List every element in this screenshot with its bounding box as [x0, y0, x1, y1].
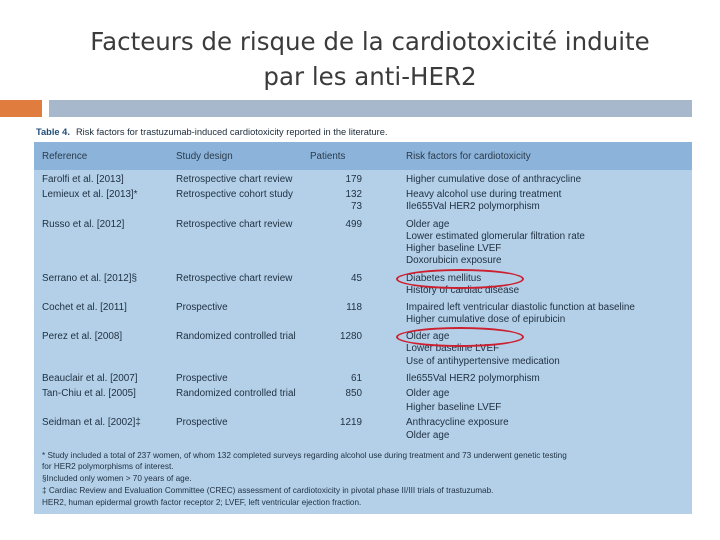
row-risk-factor: Older age: [406, 388, 450, 399]
row-patients: 61: [351, 373, 362, 384]
accent-bar-blue: [49, 100, 692, 117]
row-patients: 179: [345, 174, 362, 185]
row-study-design: Prospective: [176, 373, 228, 384]
row-risk-factor: Older age: [406, 430, 450, 441]
row-reference: Russo et al. [2012]: [42, 219, 125, 230]
table-footnote: HER2, human epidermal growth factor receptor 2; LVEF, left ventricular ejection fraction.: [42, 498, 362, 507]
row-risk-factor: Ile655Val HER2 polymorphism: [406, 373, 540, 384]
slide-title-line-1: Facteurs de risque de la cardiotoxicité induite: [90, 27, 650, 56]
table-caption: [36, 127, 388, 137]
row-risk-factor: Higher cumulative dose of epirubicin: [406, 314, 566, 325]
row-patients: 1219: [340, 417, 362, 428]
row-study-design: Retrospective chart review: [176, 174, 293, 185]
row-risk-factor: Anthracycline exposure: [406, 417, 509, 428]
slide-title-line-2: par les anti-HER2: [263, 62, 477, 91]
table-caption-label: Table 4.: [36, 127, 70, 137]
row-risk-factor: Impaired left ventricular diastolic function at baseline: [406, 302, 635, 313]
header-patients: Patients: [310, 151, 346, 162]
row-reference: Tan-Chiu et al. [2005]: [42, 388, 136, 399]
row-risk-factor: Higher baseline LVEF: [406, 402, 502, 413]
row-risk-factor: Older age: [406, 331, 450, 342]
row-risk-factor: Higher baseline LVEF: [406, 243, 502, 254]
row-patients: 73: [351, 201, 362, 212]
row-patients: 499: [345, 219, 362, 230]
row-reference: Seidman et al. [2002]‡: [42, 417, 141, 428]
row-risk-factor: History of cardiac disease: [406, 285, 520, 296]
row-study-design: Randomized controlled trial: [176, 331, 296, 342]
row-reference: Lemieux et al. [2013]*: [42, 189, 138, 200]
row-risk-factor: Higher cumulative dose of anthracycline: [406, 174, 582, 185]
row-study-design: Retrospective cohort study: [176, 189, 293, 200]
table-footnote: * Study included a total of 237 women, of whom 132 completed surveys regarding alcohol use during treatment and 73 underwent genetic testing: [42, 451, 567, 460]
highlight-oval-diabetes: [396, 269, 524, 289]
header-reference: Reference: [42, 151, 88, 162]
row-reference: Perez et al. [2008]: [42, 331, 123, 342]
row-risk-factor: Older age: [406, 219, 450, 230]
row-reference: Farolfi et al. [2013]: [42, 174, 124, 185]
row-risk-factor: Lower estimated glomerular filtration rate: [406, 231, 585, 242]
table-caption-text: Risk factors for trastuzumab-induced cardiotoxicity reported in the literature.: [75, 127, 388, 137]
risk-factor-table: [34, 142, 692, 514]
table-footnote: for HER2 polymorphisms of interest.: [42, 462, 174, 471]
row-reference: Beauclair et al. [2007]: [42, 373, 138, 384]
row-risk-factor: Lower baseline LVEF: [406, 343, 500, 354]
row-risk-factor: Heavy alcohol use during treatment: [406, 189, 562, 200]
row-study-design: Prospective: [176, 417, 228, 428]
row-study-design: Randomized controlled trial: [176, 388, 296, 399]
row-risk-factor: Use of antihypertensive medication: [406, 356, 560, 367]
accent-bar-orange: [0, 100, 42, 117]
header-study-design: Study design: [176, 151, 233, 162]
row-patients: 850: [345, 388, 362, 399]
row-risk-factor: Ile655Val HER2 polymorphism: [406, 201, 540, 212]
header-risk-factors: Risk factors for cardiotoxicity: [406, 151, 531, 162]
row-study-design: Retrospective chart review: [176, 219, 293, 230]
row-patients: 132: [345, 189, 362, 200]
highlight-oval-older-age: [396, 327, 524, 347]
row-patients: 118: [346, 302, 362, 313]
row-reference: Cochet et al. [2011]: [42, 302, 127, 313]
row-study-design: Prospective: [176, 302, 228, 313]
row-study-design: Retrospective chart review: [176, 273, 293, 284]
row-risk-factor: Doxorubicin exposure: [406, 255, 502, 266]
row-patients: 1280: [340, 331, 362, 342]
table-footnote: §Included only women > 70 years of age.: [42, 474, 192, 483]
slide-title: [30, 24, 710, 94]
table-footnote: ‡ Cardiac Review and Evaluation Committee (CREC) assessment of cardiotoxicity in pivotal phase II/III trials of trastuzumab.: [42, 486, 494, 495]
table-header-row: [34, 142, 692, 170]
row-patients: 45: [351, 273, 362, 284]
row-risk-factor: Diabetes mellitus: [406, 273, 482, 284]
row-reference: Serrano et al. [2012]§: [42, 273, 137, 284]
